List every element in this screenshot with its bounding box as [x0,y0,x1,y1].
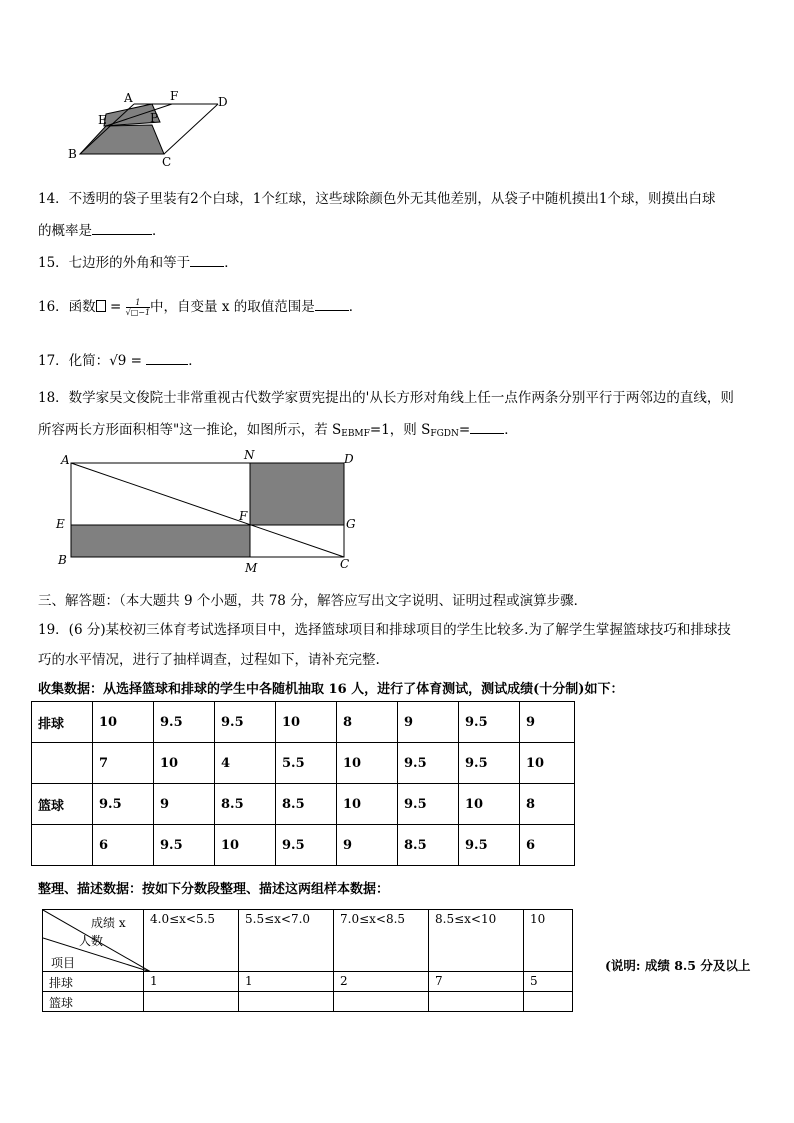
label-B: B [58,553,67,567]
table-cell: 9.5 [215,702,276,743]
label-A: A [124,91,133,105]
table-cell: 9.5 [154,825,215,866]
label-D: D [344,452,354,466]
row-label [32,825,93,866]
table-cell[interactable] [144,992,239,1012]
q17-pre: 17．化简： [38,353,110,369]
q18-blank[interactable] [470,421,504,434]
table-cell: 8.5 [276,784,337,825]
label-B: B [68,147,77,161]
table-cell: 9.5 [398,784,459,825]
label-E: E [56,517,65,531]
q19-line2: 巧的水平情况，进行了抽样调查，过程如下，请补充完整. [38,652,380,668]
q14-blank[interactable] [92,222,152,235]
table-cell: 9.5 [398,743,459,784]
header-cell: 5.5≤x<7.0 [239,910,334,972]
q18-eq: = [458,422,471,438]
label-C: C [162,155,172,168]
table-row [32,784,575,825]
q17-line [38,349,202,369]
row-label: 排球 [32,702,93,743]
q17-blank[interactable] [146,352,188,365]
q15-end: ． [224,255,238,271]
q18-sub2: FGDN [430,429,459,439]
parallelogram-figure [60,88,240,168]
table-cell: 5.5 [276,743,337,784]
q18-line1: 18．数学家吴文俊院士非常重视古代数学家贾宪提出的'从长方形对角线上任一点作两条分别平行于两邻边的直线，则 [38,390,734,406]
label-G: G [346,517,356,531]
q16-end: ． [348,299,363,315]
table-cell: 7 [93,743,154,784]
table-cell: 7 [429,972,524,992]
q16-mid: 中，自变量 x 的取值范围是 [150,299,315,315]
q17-end: ． [188,353,202,369]
q16-fraction [126,298,150,317]
header-cell: 10 [524,910,573,972]
table-cell: 10 [459,784,520,825]
q16-line [38,295,362,317]
label-C: C [340,557,350,571]
q18-text: 所容两长方形面积相等"这一推论，如图所示，若 S [38,422,342,438]
table-cell: 8.5 [398,825,459,866]
table-row [32,743,575,784]
label-M: M [245,561,258,575]
table-row [32,702,575,743]
table-cell: 9 [398,702,459,743]
table-cell: 8.5 [215,784,276,825]
frequency-table [42,909,573,1012]
table-cell: 1 [239,972,334,992]
corner-bottom: 项目 [51,956,76,970]
row-label: 篮球 [43,992,144,1012]
table-cell[interactable] [429,992,524,1012]
table-cell: 9 [337,825,398,866]
q14-line2 [38,219,166,239]
q16-frac-den: √□−1 [125,308,151,317]
table-cell: 9.5 [459,743,520,784]
q18-sub1: EBMF [341,429,370,439]
table-cell: 2 [334,972,429,992]
q15-blank[interactable] [190,254,224,267]
row-label: 排球 [43,972,144,992]
organize-data-text: 整理、描述数据：按如下分数段整理、描述这两组样本数据： [38,882,390,897]
label-N: N [244,448,255,462]
corner-mid: 人数 [79,934,104,948]
q14-text: 的概率是 [38,223,92,239]
table-cell: 8 [520,784,575,825]
table-cell: 10 [215,825,276,866]
q16-eq: = [105,299,126,315]
table-cell: 10 [337,784,398,825]
table-cell: 10 [154,743,215,784]
table-cell: 8 [337,702,398,743]
section-heading: 三、解答题：（本大题共 9 个小题，共 78 分，解答应写出文字说明、证明过程或演算步骤． [38,593,588,609]
table-cell: 9 [520,702,575,743]
table-cell: 9.5 [93,784,154,825]
table-cell: 1 [144,972,239,992]
q15-text: 15．七边形的外角和等于 [38,255,191,271]
table-cell: 5 [524,972,573,992]
q16-pre: 16．函数 [38,299,96,315]
table-cell: 9.5 [459,702,520,743]
table-cell: 10 [276,702,337,743]
header-cell: 8.5≤x<10 [429,910,524,972]
corner-top: 成绩 x [91,916,126,930]
table-cell: 10 [337,743,398,784]
q19-line1: 19．(6 分)某校初三体育考试选择项目中，选择篮球项目和排球项目的学生比较多.为了解学生掌握篮球技巧和排球技 [38,622,731,638]
table-cell: 6 [93,825,154,866]
row-label [32,743,93,784]
label-P: P [150,111,159,125]
placeholder-box-icon [96,300,106,312]
q15-line [38,251,238,271]
q14-end: ． [152,223,166,239]
note-text: (说明: 成绩 8.5 分及以上 [605,958,751,973]
table-row [32,825,575,866]
q16-frac-num: 1 [126,298,150,308]
q16-blank[interactable] [315,298,349,311]
table-cell: 10 [93,702,154,743]
table-cell[interactable] [239,992,334,1012]
q17-expr: √9 = [109,353,147,369]
scores-table [31,701,575,866]
table-cell[interactable] [334,992,429,1012]
q18-end: ． [504,422,518,438]
label-F: F [170,89,179,103]
table-cell: 6 [520,825,575,866]
table-cell[interactable] [524,992,573,1012]
label-F: F [239,509,248,523]
table-cell: 9 [154,784,215,825]
rectangle-figure [50,446,370,576]
corner-cell [43,910,144,972]
q18-mid: =1，则 S [369,422,431,438]
header-cell: 7.0≤x<8.5 [334,910,429,972]
table-cell: 9.5 [154,702,215,743]
label-E: E [98,113,107,127]
label-D: D [218,95,228,109]
table-cell: 10 [520,743,575,784]
q18-line2 [38,418,518,439]
label-A: A [61,453,70,467]
table-cell: 9.5 [276,825,337,866]
q14-line1: 14．不透明的袋子里装有2个白球，1个红球，这些球除颜色外无其他差别，从袋子中随机摸出1个球，则摸出白球 [38,191,716,207]
header-cell: 4.0≤x<5.5 [144,910,239,972]
table-cell: 9.5 [459,825,520,866]
row-label: 篮球 [32,784,93,825]
collect-data-text: 收集数据：从选择篮球和排球的学生中各随机抽取 16 人，进行了体育测试，测试成绩(十分制)如下： [38,682,624,697]
table-cell: 4 [215,743,276,784]
